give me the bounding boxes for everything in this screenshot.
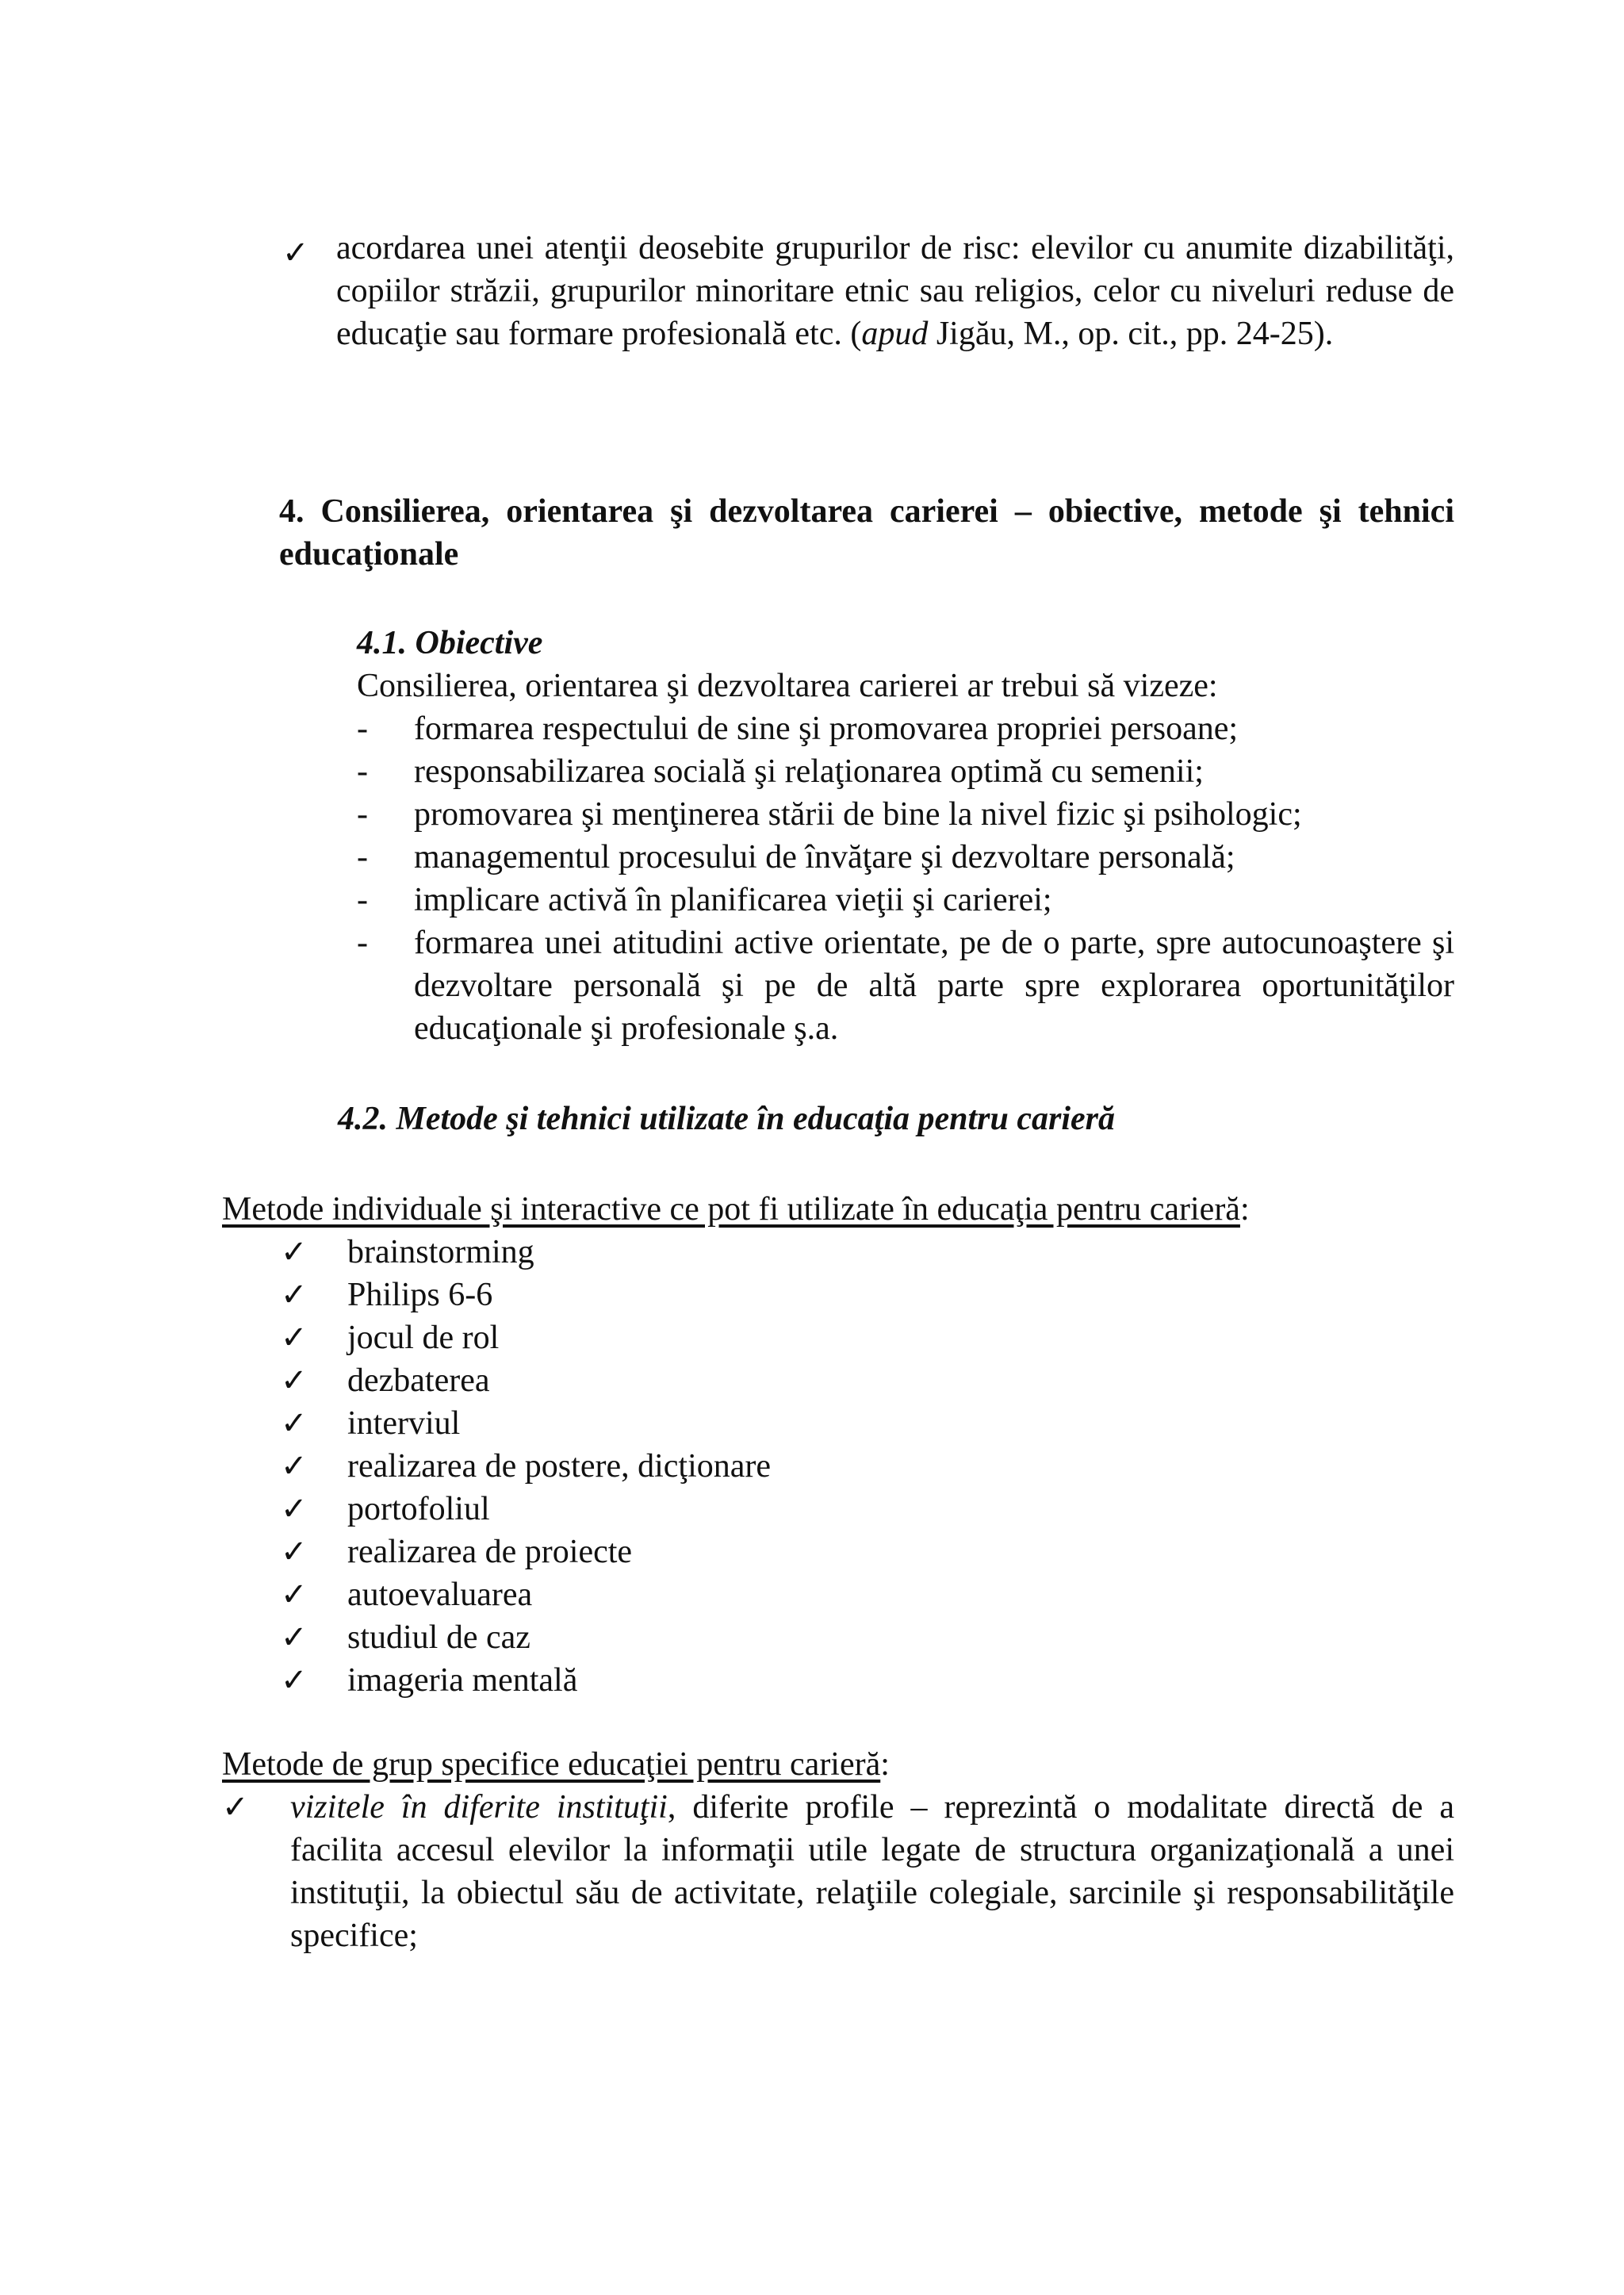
- list-item: jocul de rol: [347, 1320, 500, 1356]
- list-item: managementul procesului de învăţare şi dezvoltare personală;: [414, 839, 1235, 875]
- check-mark-icon: ✓: [222, 1789, 249, 1826]
- dash-bullet: -: [357, 796, 368, 833]
- list-item: imageria mentală: [347, 1662, 578, 1699]
- list-item: formarea unei atitudini active orientate, pe de o parte, spre autocunoaştere şi dezvoltare personală şi pe de altă parte spre explorarea oportunităţilor educaţionale şi profesionale ş.a.: [414, 925, 1454, 1047]
- check-mark-icon: ✓: [281, 1491, 308, 1527]
- group-methods-heading-text: Metode de grup specifice educaţiei pentru carieră: [222, 1746, 881, 1783]
- subsection-title-objectives: 4.1. Obiective: [357, 625, 543, 661]
- list-item: dezbaterea: [347, 1362, 490, 1399]
- heading-colon: :: [1239, 1191, 1250, 1228]
- subsection-title-methods: 4.2. Metode şi tehnici utilizate în educaţia pentru carieră: [338, 1101, 1116, 1137]
- check-mark-icon: ✓: [281, 1448, 308, 1485]
- check-mark-icon: ✓: [281, 1662, 308, 1699]
- list-item: implicare activă în planificarea vieţii şi carierei;: [414, 882, 1052, 918]
- check-mark-icon: ✓: [281, 1405, 308, 1442]
- list-item: realizarea de proiecte: [347, 1534, 633, 1570]
- check-mark-icon: ✓: [281, 1277, 308, 1313]
- check-mark-icon: ✓: [282, 235, 309, 271]
- list-item: Philips 6-6: [347, 1277, 493, 1313]
- list-item: formarea respectului de sine şi promovarea propriei persoane;: [414, 711, 1239, 747]
- dash-bullet: -: [357, 753, 368, 790]
- dash-bullet: -: [357, 882, 368, 918]
- check-mark-icon: ✓: [281, 1234, 308, 1270]
- list-item: brainstorming: [347, 1234, 534, 1270]
- top-bullet-text: [336, 227, 1454, 355]
- dash-bullet: -: [357, 839, 368, 875]
- group-method-item: [290, 1786, 1454, 1957]
- group-method-item-text: , diferite profile – reprezintă o modalitate directă de a facilita accesul elevilor la informaţii utile legate de structura organizaţională a unei instituţii, la obiectul său de activitate, relaţiile colegiale, sarcinile şi responsabilităţile specifice;: [290, 1789, 1454, 1954]
- list-item: realizarea de postere, dicţionare: [347, 1448, 772, 1485]
- top-bullet-italic: apud: [861, 316, 929, 352]
- dash-bullet: -: [357, 925, 368, 961]
- individual-methods-heading: [222, 1188, 1250, 1231]
- list-item: portofoliul: [347, 1491, 490, 1527]
- list-item: promovarea şi menţinerea stării de bine la nivel fizic şi psihologic;: [414, 796, 1302, 833]
- check-mark-icon: ✓: [281, 1320, 308, 1356]
- section-heading: 4. Consilierea, orientarea şi dezvoltarea carierei – obiective, metode şi tehnici educaţionale: [279, 493, 1454, 573]
- list-item: responsabilizarea socială şi relaţionarea optimă cu semenii;: [414, 753, 1204, 790]
- check-mark-icon: ✓: [281, 1362, 308, 1399]
- list-item: interviul: [347, 1405, 461, 1442]
- check-mark-icon: ✓: [281, 1577, 308, 1613]
- list-item: autoevaluarea: [347, 1577, 533, 1613]
- list-item: studiul de caz: [347, 1619, 530, 1656]
- group-methods-heading: [222, 1743, 890, 1786]
- heading-colon: :: [880, 1746, 890, 1783]
- objectives-intro: Consilierea, orientarea şi dezvoltarea carierei ar trebui să vizeze:: [357, 668, 1218, 704]
- individual-methods-heading-text: Metode individuale şi interactive ce pot fi utilizate în educaţia pentru carieră: [222, 1191, 1240, 1228]
- check-mark-icon: ✓: [281, 1534, 308, 1570]
- top-bullet-lead: acordarea unei atenţii deosebite grupurilor de risc: elevilor cu anumite dizabilităţi, copiilor străzii, grupurilor minoritare etnic sau religios, celor cu niveluri reduse de educaţie sau formare profesională etc. (: [336, 230, 1454, 352]
- top-bullet-tail: Jigău, M., op. cit., pp. 24-25).: [928, 316, 1334, 352]
- group-method-item-italic: vizitele în diferite instituţii: [290, 1789, 668, 1826]
- dash-bullet: -: [357, 711, 368, 747]
- check-mark-icon: ✓: [281, 1619, 308, 1656]
